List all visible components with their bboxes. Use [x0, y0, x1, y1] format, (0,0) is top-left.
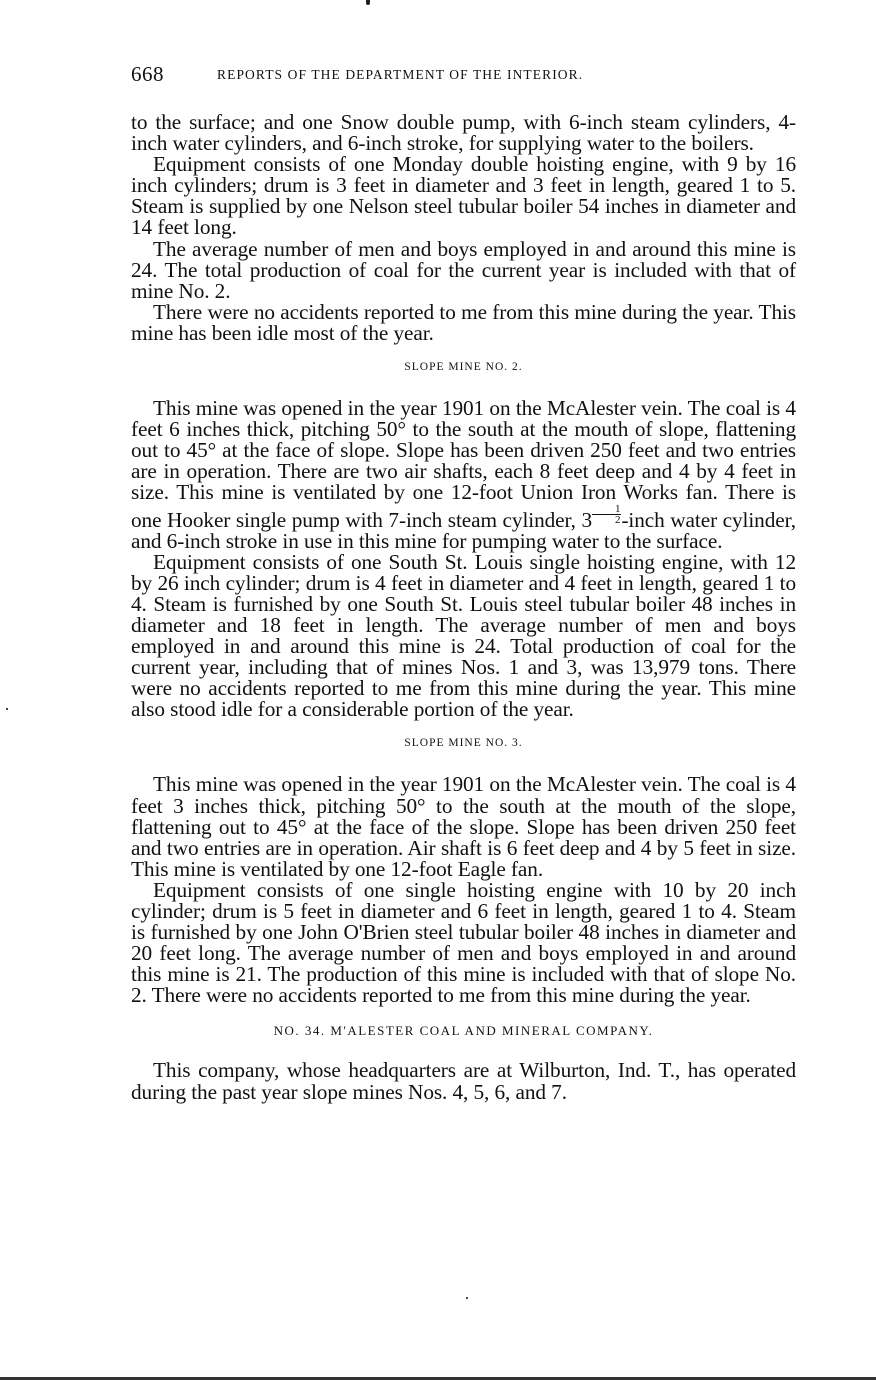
scan-speck [6, 708, 8, 710]
page-number: 668 [131, 62, 164, 86]
intro-paragraph-4: There were no accidents reported to me from this mine during the year. This mine has been idle most of the year. [131, 299, 796, 345]
body-text [131, 112, 796, 1103]
scan-edge-mark [366, 0, 370, 5]
scan-speck [466, 1297, 468, 1299]
slope2-p1-after-fraction: -inch water cylinder, and 6-inch stroke in use in this mine for pumping water to the surface. [131, 507, 796, 553]
page-header [131, 62, 796, 90]
intro-paragraph-1: to the surface; and one Snow double pump, with 6-inch steam cylinders, 4-inch water cylinders, and 6-inch stroke, for supplying water to the boilers. [131, 110, 796, 156]
intro-paragraph-2: Equipment consists of one Monday double hoisting engine, with 9 by 16 inch cylinders; drum is 3 feet in diameter and 3 feet in length, geared 1 to 5. Steam is supplied by one Nelson steel tubular boiler 54 inches in diameter and 14 feet long. [131, 152, 796, 240]
section-heading-slope-mine-2: SLOPE MINE NO. 2. [404, 361, 523, 374]
fraction-one-half [592, 504, 621, 525]
fraction-denominator: 2 [615, 513, 621, 526]
running-head: REPORTS OF THE DEPARTMENT OF THE INTERIOR. [217, 67, 584, 82]
slope2-p1-before-fraction: This mine was opened in the year 1901 on the McAlester vein. The coal is 4 feet 6 inches thick, pitching 50° to the south at the mouth of slope, flattening out to 45° at the face of slope. Slope has been driven 250 feet and two entries are in operation. There are two air shafts, each 8 feet deep and 4 by 4 feet in size. This mine is ventilated by one 12-foot Union Iron Works fan. There is one Hooker single pump with 7-inch steam cylinder, 3 [131, 396, 796, 532]
section-heading-company: NO. 34. M'ALESTER COAL AND MINERAL COMPANY. [273, 1023, 654, 1039]
slope3-paragraph-1: This mine was opened in the year 1901 on the McAlester vein. The coal is 4 feet 3 inches thick, pitching 50° to the south at the mouth of the slope, flattening out to 45° at the face of the slope. Slope has been driven 250 feet and two entries are in operation. Air shaft is 6 feet deep and 4 by 5 feet in size. This mine is ventilated by one 12-foot Eagle fan. [131, 772, 796, 881]
slope3-paragraph-2: Equipment consists of one single hoisting engine with 10 by 20 inch cylinder; drum is 5 feet in diameter and 6 feet in length, geared 1 to 4. Steam is furnished by one John O'Brien steel tubular boiler 48 inches in diameter and 20 feet long. The average number of men and boys employed in and around this mine is 21. The production of this mine is included with that of slope No. 2. There were no accidents reported to me from this mine during the year. [131, 877, 796, 1008]
slope2-paragraph-2: Equipment consists of one South St. Louis single hoisting engine, with 12 by 26 inch cylinder; drum is 4 feet in diameter and 4 feet in length, geared 1 to 4. Steam is furnished by one South St. Louis steel tubular boiler 48 inches in diameter and 18 feet in length. The average number of men and boys employed in and around this mine is 24. Total production of coal for the current year, including that of mines Nos. 1 and 3, was 13,979 tons. There were no accidents reported to me from this mine during the year. This mine also stood idle for a considerable portion of the year. [131, 549, 796, 722]
section-heading-slope-mine-3: SLOPE MINE NO. 3. [404, 737, 523, 750]
slope2-paragraph-1 [131, 398, 796, 552]
company-paragraph-1: This company, whose headquarters are at Wilburton, Ind. T., has operated during the past year slope mines Nos. 4, 5, 6, and 7. [131, 1058, 796, 1104]
intro-paragraph-3: The average number of men and boys employed in and around this mine is 24. The total production of coal for the current year is included with that of mine No. 2. [131, 236, 796, 303]
fraction-numerator: 1 [592, 504, 621, 515]
